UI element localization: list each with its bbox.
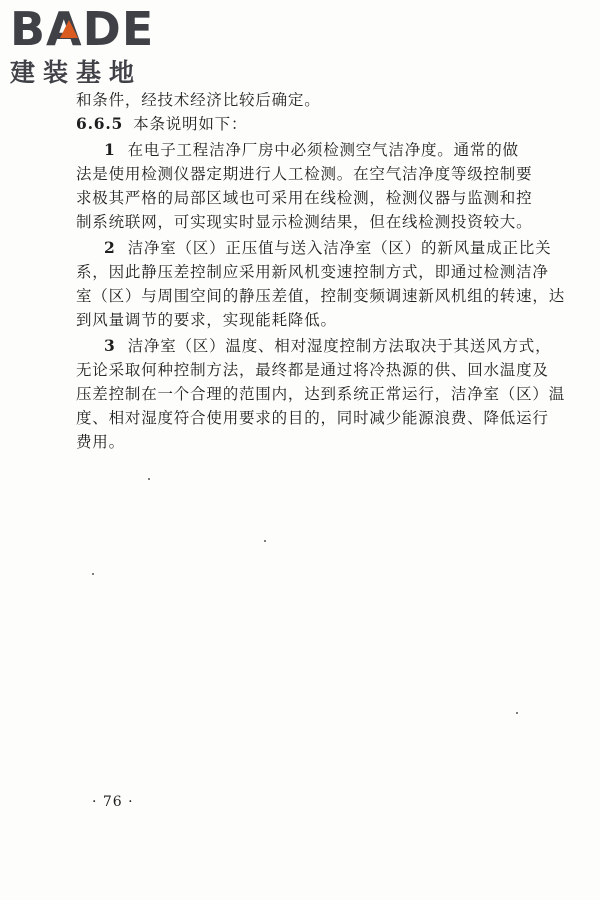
scan-speck [264, 540, 266, 542]
logo-chinese-subtitle: 建装基地 [10, 58, 143, 87]
item-line [104, 334, 551, 358]
text-line: 费用。 [76, 433, 125, 451]
text-line: 压差控制在一个合理的范围内，达到系统正常运行，洁净室（区）温 [76, 385, 566, 403]
scan-speck [148, 478, 150, 480]
item-line [104, 236, 551, 260]
scan-speck [92, 573, 94, 575]
text-line: 室（区）与周围空间的静压差值，控制变频调速新风机组的转速，达 [76, 287, 566, 305]
page-number: · 76 · [92, 794, 134, 810]
logo-wordmark: BADE [10, 2, 155, 56]
item-text: 在电子工程洁净厂房中必须检测空气洁净度。通常的做 [127, 141, 519, 159]
section-text: 本条说明如下： [133, 115, 248, 133]
text-line: 系，因此静压差控制应采用新风机变速控制方式，即通过检测洁净 [76, 263, 549, 281]
section-number: 6.6.5 [76, 114, 124, 133]
item-line [104, 138, 519, 162]
text-line: 制系统联网，可实现实时显示检测结果，但在线检测投资较大。 [76, 213, 533, 231]
text-line: 度、相对湿度符合使用要求的目的，同时减少能源浪费、降低运行 [76, 409, 549, 427]
item-number: 1 [104, 140, 116, 159]
scan-speck [516, 712, 518, 714]
text-line: 法是使用检测仪器定期进行人工检测。在空气洁净度等级控制要 [76, 165, 533, 183]
logo-accent-triangle-icon [60, 20, 78, 38]
item-text: 洁净室（区）正压值与送入洁净室（区）的新风量成正比关 [127, 239, 552, 257]
item-text: 洁净室（区）温度、相对湿度控制方法取决于其送风方式， [127, 337, 552, 355]
section-heading [76, 112, 247, 136]
item-number: 3 [104, 336, 116, 355]
bade-logo [10, 4, 180, 90]
item-number: 2 [104, 238, 116, 257]
text-line: 无论采取何种控制方法，最终都是通过将冷热源的供、回水温度及 [76, 361, 549, 379]
text-line: 求极其严格的局部区域也可采用在线检测，检测仪器与监测和控 [76, 189, 533, 207]
text-line: 和条件，经技术经济比较后确定。 [76, 91, 321, 109]
text-line: 到风量调节的要求，实现能耗降低。 [76, 311, 337, 329]
